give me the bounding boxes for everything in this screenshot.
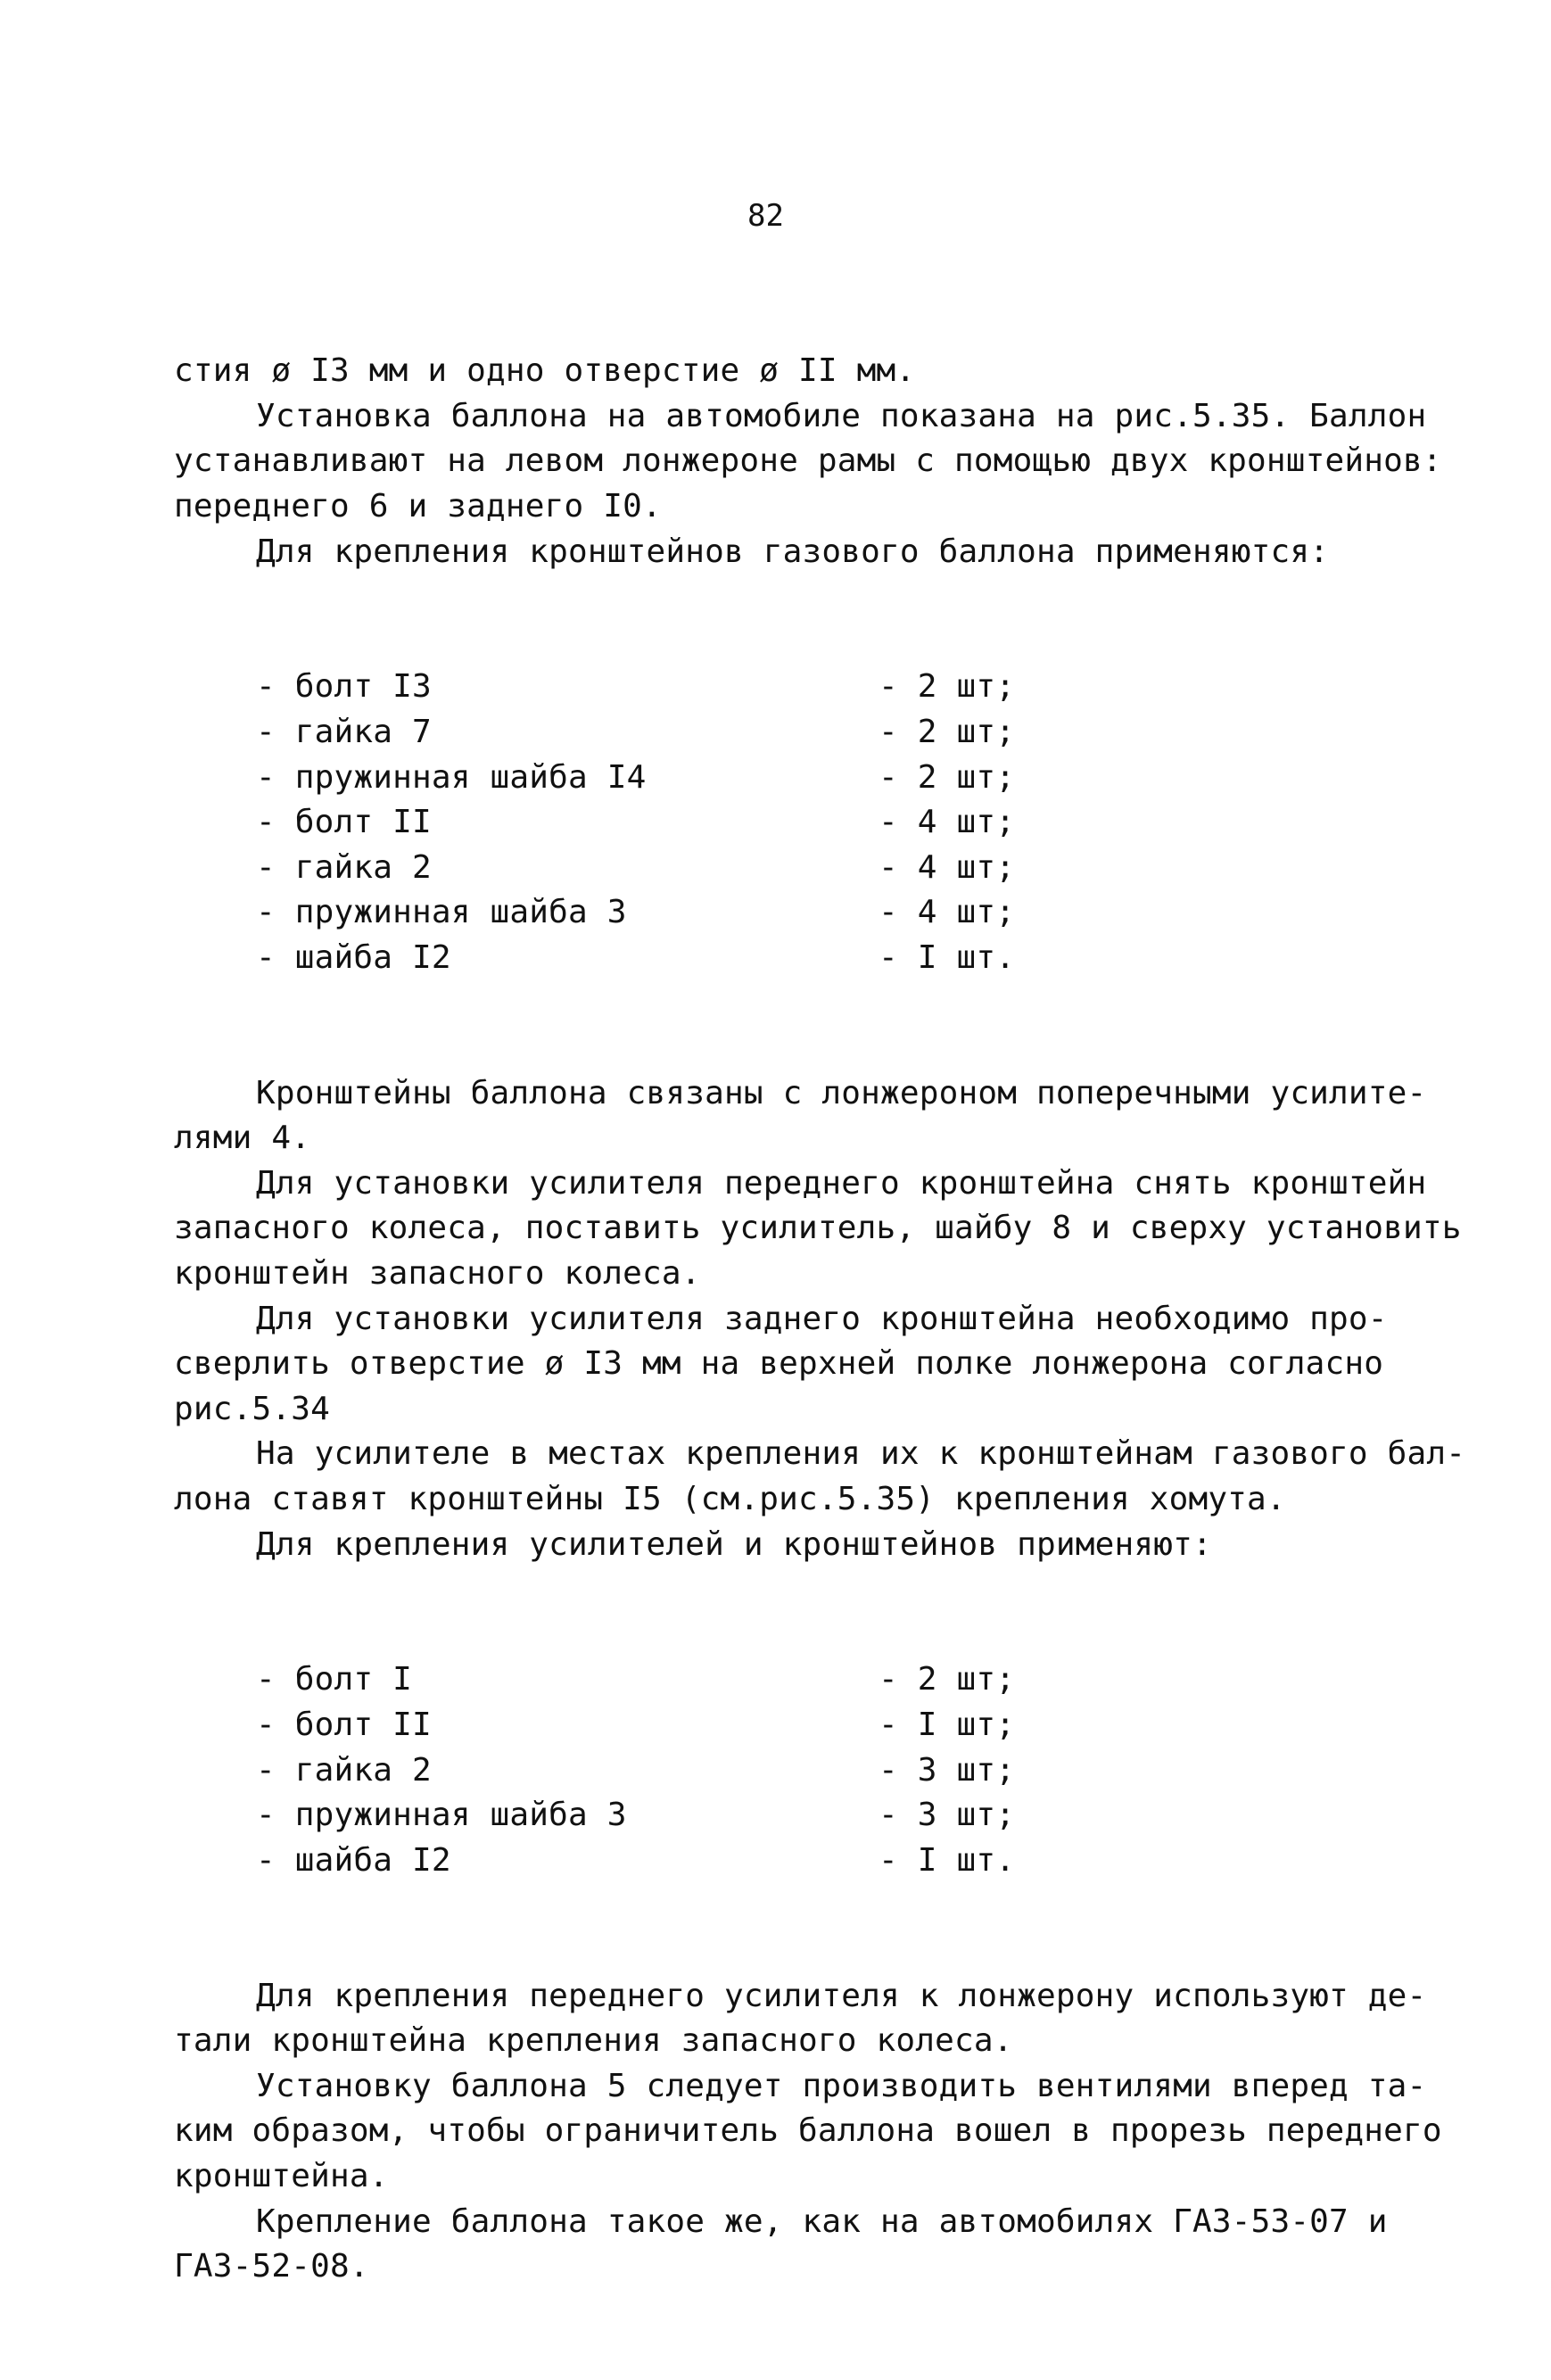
list-item-quantity: - 4 шт; [879, 848, 1016, 886]
text-line: лями 4. [174, 1120, 311, 1157]
list-item-name: - болт II [256, 804, 432, 841]
list-item-quantity: - 2 шт; [879, 713, 1016, 750]
text-line: стия ø I3 мм и одно отверстие ø II мм. [174, 352, 916, 390]
list-item [174, 1748, 1405, 1794]
text-line: ким образом, чтобы ограничитель баллона вошел в прорезь переднего [174, 2112, 1442, 2150]
text-line: Крепление баллона такое же, как на автомобилях ГАЗ-53-07 и [256, 2202, 1388, 2240]
list-item [174, 1657, 1405, 1703]
text-line: Установку баллона 5 следует производить вентилями вперед та- [256, 2067, 1427, 2104]
fastener-list-1 [174, 665, 1405, 980]
text-line: Кронштейны баллона связаны с лонжероном поперечными усилите- [256, 1074, 1427, 1111]
text-line: Для крепления усилителей и кронштейнов применяют: [256, 1525, 1212, 1563]
list-item [174, 890, 1405, 936]
list-item-quantity: - I шт. [879, 1841, 1016, 1879]
text-line: лона ставят кронштейны I5 (см.рис.5.35) крепления хомута. [174, 1481, 1286, 1518]
list-item-quantity: - 3 шт; [879, 1797, 1016, 1834]
list-item [174, 1793, 1405, 1839]
list-item-name: - гайка 7 [256, 713, 432, 750]
list-item [174, 665, 1405, 710]
text-line: ГАЗ-52-08. [174, 2248, 369, 2285]
text-line: Для установки усилителя заднего кронштейна необходимо про- [256, 1300, 1388, 1337]
list-item-name: - шайба I2 [256, 1841, 451, 1879]
text-line: переднего 6 и заднего I0. [174, 487, 662, 525]
text-line: сверлить отверстие ø I3 мм на верхней полке лонжерона согласно [174, 1345, 1384, 1383]
text-line: Для крепления переднего усилителя к лонжерону используют де- [256, 1977, 1427, 2014]
text-line: кронштейн запасного колеса. [174, 1255, 701, 1293]
text-line: Установка баллона на автомобиле показана на рис.5.35. Баллон [256, 397, 1427, 434]
list-item-name: - шайба I2 [256, 938, 451, 976]
paragraph-group-b [174, 1071, 1466, 1568]
list-item-quantity: - I шт. [879, 938, 1016, 976]
list-item-name: - болт I3 [256, 668, 432, 706]
list-item [174, 756, 1405, 801]
text-line: кронштейна. [174, 2157, 389, 2194]
list-item-name: - болт I [256, 1661, 412, 1698]
list-item-quantity: - 2 шт; [879, 668, 1016, 706]
list-item [174, 1839, 1405, 1884]
list-item [174, 710, 1405, 756]
list-item-quantity: - 4 шт; [879, 894, 1016, 931]
paragraph-group-c [174, 1974, 1442, 2290]
text-line: Для крепления кронштейнов газового баллона применяются: [256, 533, 1330, 570]
list-item-name: - пружинная шайба 3 [256, 894, 627, 931]
list-item-quantity: - 4 шт; [879, 804, 1016, 841]
page-number: 82 [747, 198, 784, 234]
text-line: устанавливают на левом лонжероне рамы с помощью двух кронштейнов: [174, 442, 1442, 480]
text-line: рис.5.34 [174, 1390, 330, 1427]
body-text [174, 259, 1466, 2380]
list-item-quantity: - I шт; [879, 1706, 1016, 1743]
list-item [174, 936, 1405, 981]
text-line: Для установки усилителя переднего кронштейна снять кронштейн [256, 1164, 1427, 1202]
list-item-quantity: - 2 шт; [879, 758, 1016, 796]
list-item [174, 846, 1405, 891]
text-line: запасного колеса, поставить усилитель, шайбу 8 и сверху установить [174, 1210, 1462, 1247]
list-item-name: - пружинная шайба I4 [256, 758, 647, 796]
fastener-list-2 [174, 1657, 1405, 1883]
list-item-name: - гайка 2 [256, 1751, 432, 1789]
list-item [174, 1703, 1405, 1748]
list-item-name: - болт II [256, 1706, 432, 1743]
text-line: тали кронштейна крепления запасного колеса. [174, 2022, 1013, 2060]
list-item [174, 800, 1405, 846]
list-item-name: - пружинная шайба 3 [256, 1797, 627, 1834]
paragraph-group-a [174, 349, 1442, 574]
text-line: На усилителе в местах крепления их к кронштейнам газового бал- [256, 1435, 1466, 1473]
list-item-name: - гайка 2 [256, 848, 432, 886]
list-item-quantity: - 2 шт; [879, 1661, 1016, 1698]
list-item-quantity: - 3 шт; [879, 1751, 1016, 1789]
